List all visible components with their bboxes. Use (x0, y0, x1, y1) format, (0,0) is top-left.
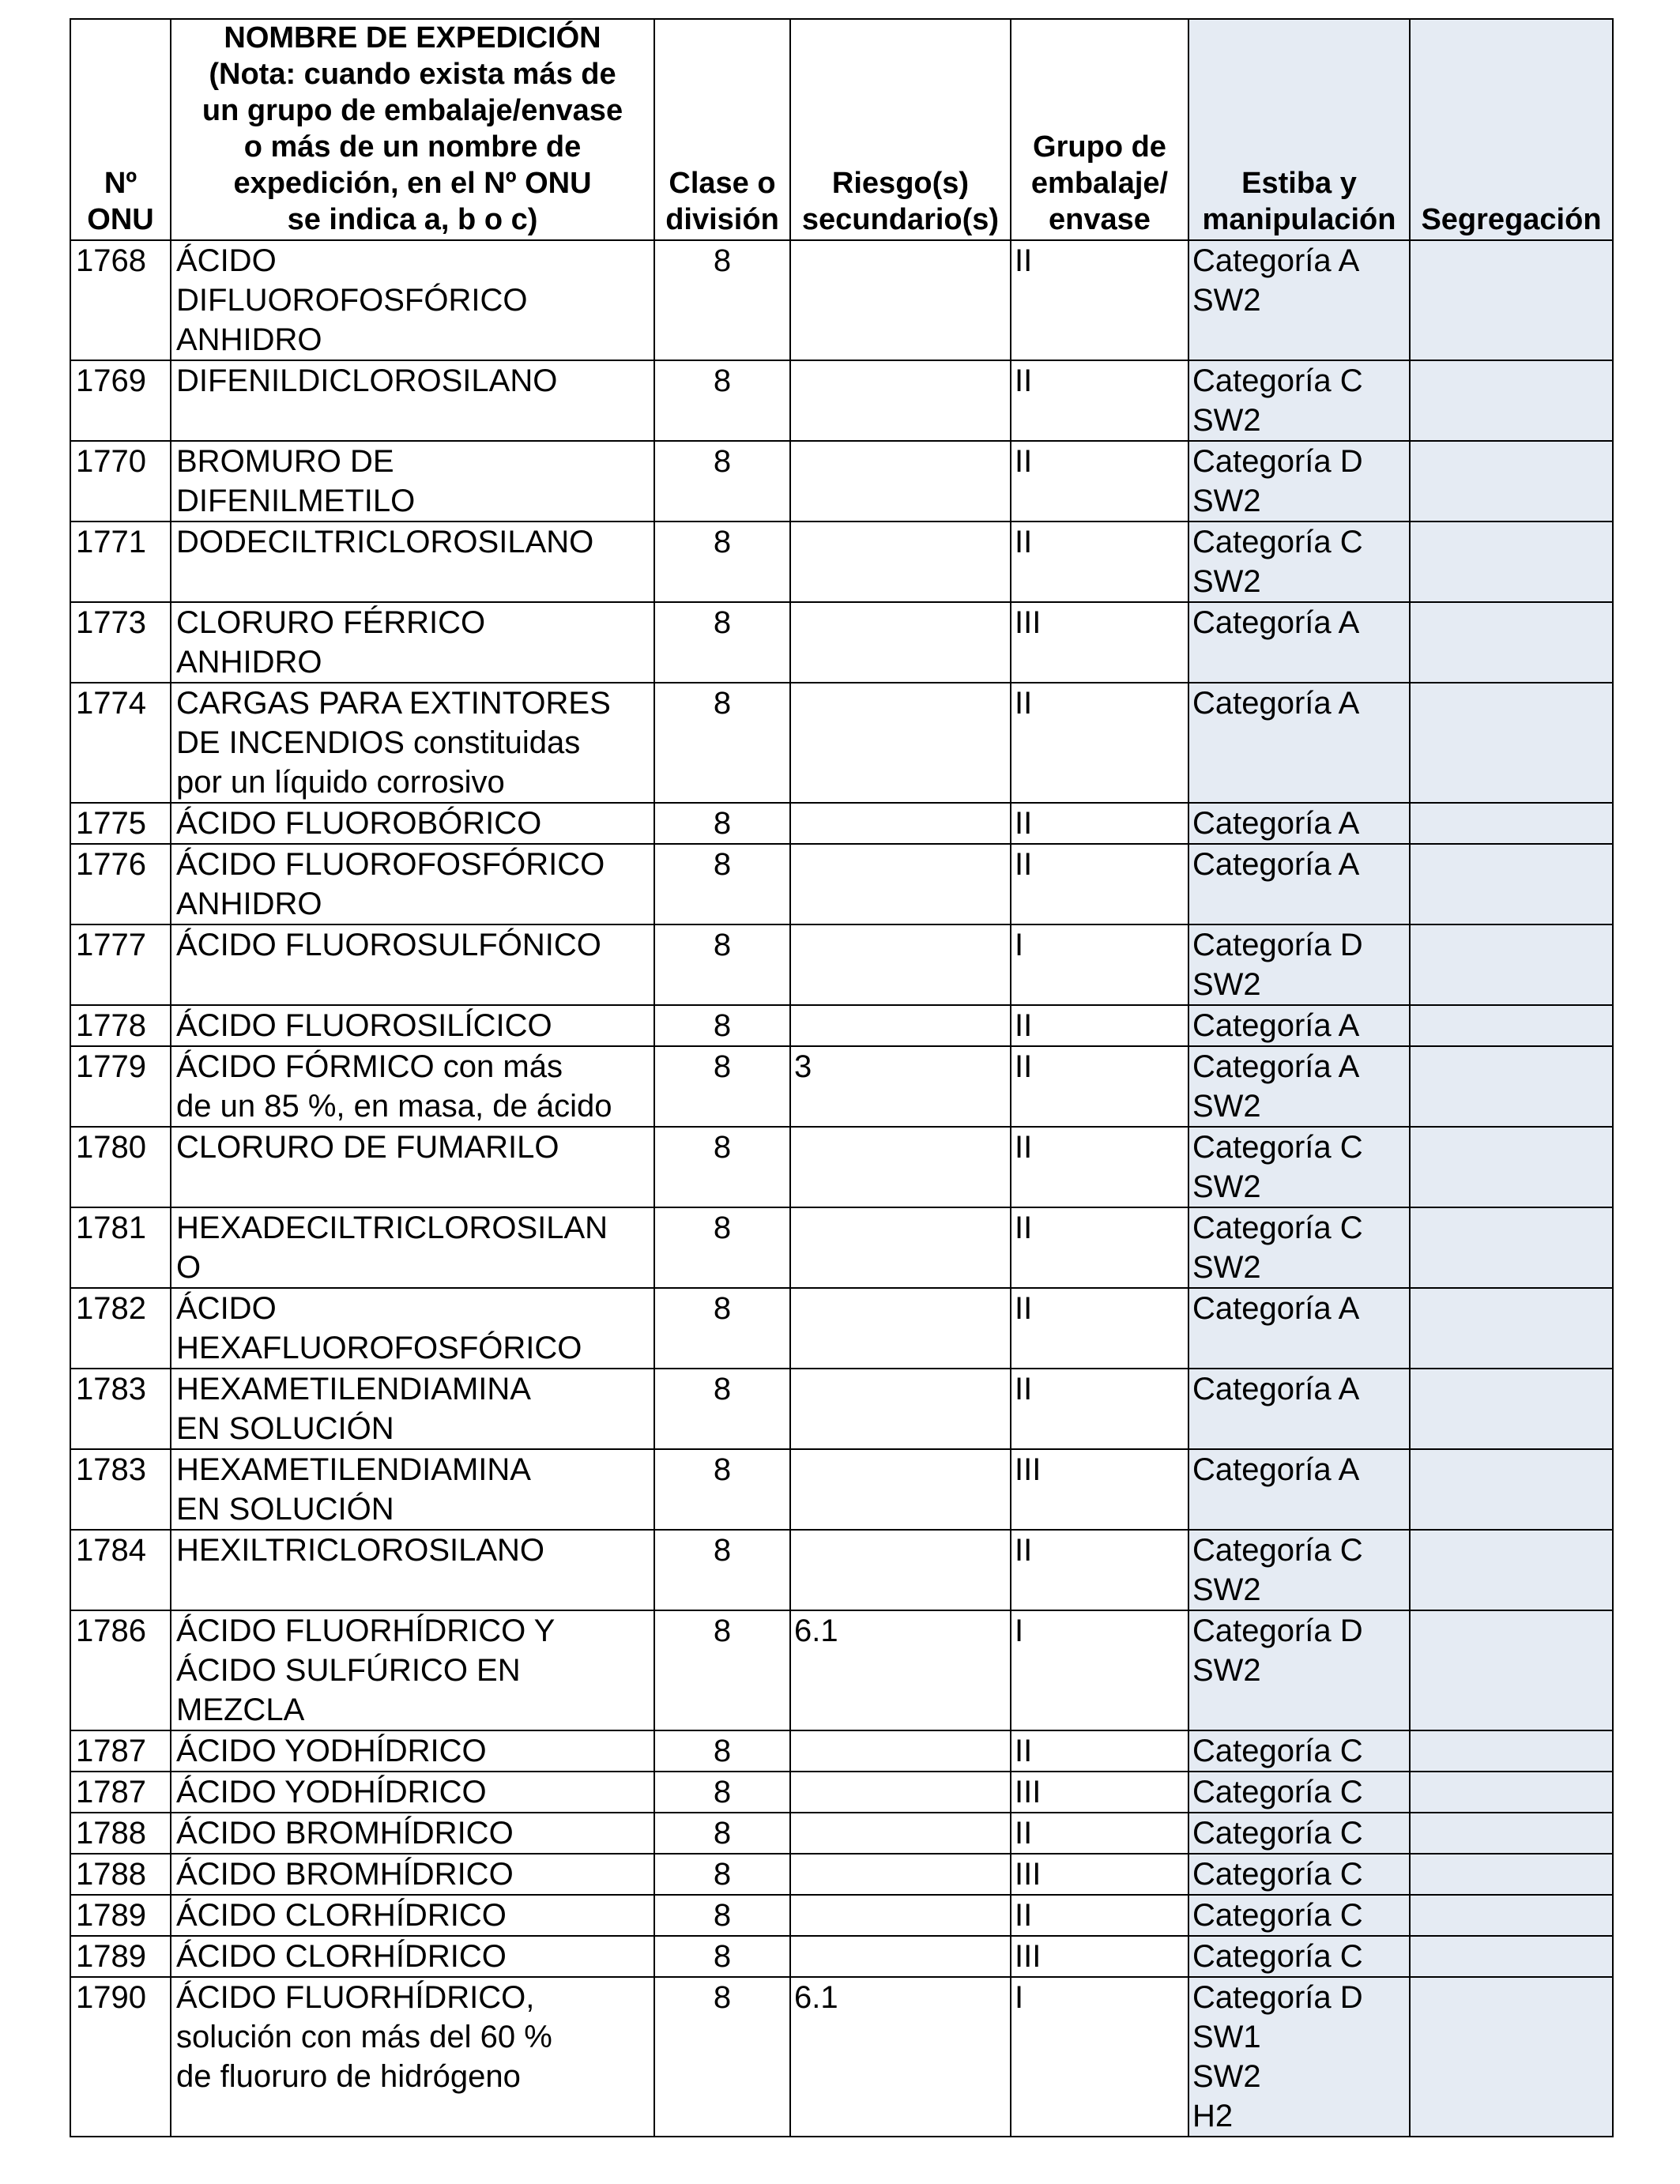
class-division-cell: 8 (654, 1127, 790, 1207)
packing-group-cell: II (1011, 240, 1188, 360)
onu-number-cell: 1773 (70, 602, 171, 683)
segregation-cell (1410, 360, 1613, 441)
class-division-cell: 8 (654, 1730, 790, 1772)
table-row (70, 1005, 1613, 1046)
packing-group-cell: III (1011, 602, 1188, 683)
table-row (70, 1936, 1613, 1977)
shipping-name-cell: ÁCIDO FLUOROSILÍCICO (171, 1005, 654, 1046)
subsidiary-risk-cell (790, 441, 1011, 522)
class-division-cell: 8 (654, 803, 790, 844)
segregation-cell (1410, 1772, 1613, 1813)
shipping-name-cell: ÁCIDO FLUORHÍDRICO, solución con más del 60 % de fluoruro de hidrógeno (171, 1977, 654, 2137)
subsidiary-risk-cell (790, 1127, 1011, 1207)
onu-number-cell: 1778 (70, 1005, 171, 1046)
stowage-handling-cell: Categoría D SW1 SW2 H2 (1188, 1977, 1410, 2137)
shipping-name-cell: HEXAMETILENDIAMINA EN SOLUCIÓN (171, 1449, 654, 1530)
onu-number-cell: 1790 (70, 1977, 171, 2137)
onu-number-cell: 1787 (70, 1772, 171, 1813)
shipping-name-cell: ÁCIDO BROMHÍDRICO (171, 1854, 654, 1895)
packing-group-cell: II (1011, 441, 1188, 522)
segregation-cell (1410, 924, 1613, 1005)
onu-number-cell: 1777 (70, 924, 171, 1005)
stowage-handling-cell: Categoría C SW2 (1188, 1127, 1410, 1207)
packing-group-cell: II (1011, 1813, 1188, 1854)
segregation-cell (1410, 1530, 1613, 1610)
onu-number-cell: 1779 (70, 1046, 171, 1127)
onu-number-cell: 1786 (70, 1610, 171, 1730)
stowage-handling-cell: Categoría C (1188, 1854, 1410, 1895)
table-row (70, 1813, 1613, 1854)
segregation-cell (1410, 1977, 1613, 2137)
onu-number-cell: 1782 (70, 1288, 171, 1369)
stowage-handling-cell: Categoría C (1188, 1895, 1410, 1936)
subsidiary-risk-cell (790, 360, 1011, 441)
segregation-cell (1410, 1005, 1613, 1046)
table-row (70, 1610, 1613, 1730)
shipping-name-cell: DODECILTRICLOROSILANO (171, 522, 654, 602)
header-packing-group: Grupo de embalaje/ envase (1011, 19, 1188, 240)
shipping-name-cell: DIFENILDICLOROSILANO (171, 360, 654, 441)
stowage-handling-cell: Categoría C SW2 (1188, 360, 1410, 441)
class-division-cell: 8 (654, 1610, 790, 1730)
shipping-name-cell: HEXADECILTRICLOROSILAN O (171, 1207, 654, 1288)
stowage-handling-cell: Categoría D SW2 (1188, 1610, 1410, 1730)
subsidiary-risk-cell (790, 602, 1011, 683)
table-header-row (70, 19, 1613, 240)
table-row (70, 1288, 1613, 1369)
subsidiary-risk-cell (790, 1005, 1011, 1046)
table-row (70, 1730, 1613, 1772)
packing-group-cell: II (1011, 1369, 1188, 1449)
subsidiary-risk-cell (790, 1854, 1011, 1895)
shipping-name-cell: CLORURO FÉRRICO ANHIDRO (171, 602, 654, 683)
class-division-cell: 8 (654, 1369, 790, 1449)
segregation-cell (1410, 1610, 1613, 1730)
shipping-name-cell: ÁCIDO FÓRMICO con más de un 85 %, en masa, de ácido (171, 1046, 654, 1127)
shipping-name-cell: ÁCIDO FLUOROSULFÓNICO (171, 924, 654, 1005)
packing-group-cell: II (1011, 803, 1188, 844)
subsidiary-risk-cell: 6.1 (790, 1977, 1011, 2137)
packing-group-cell: II (1011, 360, 1188, 441)
stowage-handling-cell: Categoría C SW2 (1188, 1530, 1410, 1610)
subsidiary-risk-cell (790, 522, 1011, 602)
packing-group-cell: I (1011, 924, 1188, 1005)
segregation-cell (1410, 1127, 1613, 1207)
table-row (70, 924, 1613, 1005)
table-row (70, 1895, 1613, 1936)
table-row (70, 602, 1613, 683)
shipping-name-cell: CARGAS PARA EXTINTORES DE INCENDIOS constituidas por un líquido corrosivo (171, 683, 654, 803)
stowage-handling-cell: Categoría C (1188, 1813, 1410, 1854)
segregation-cell (1410, 522, 1613, 602)
class-division-cell: 8 (654, 1046, 790, 1127)
header-class-division: Clase o división (654, 19, 790, 240)
table-row (70, 1207, 1613, 1288)
stowage-handling-cell: Categoría D SW2 (1188, 441, 1410, 522)
segregation-cell (1410, 683, 1613, 803)
subsidiary-risk-cell (790, 1369, 1011, 1449)
onu-number-cell: 1768 (70, 240, 171, 360)
packing-group-cell: III (1011, 1854, 1188, 1895)
segregation-cell (1410, 441, 1613, 522)
packing-group-cell: II (1011, 1288, 1188, 1369)
segregation-cell (1410, 1813, 1613, 1854)
stowage-handling-cell: Categoría A SW2 (1188, 1046, 1410, 1127)
packing-group-cell: II (1011, 1730, 1188, 1772)
shipping-name-cell: ÁCIDO CLORHÍDRICO (171, 1936, 654, 1977)
table-row (70, 240, 1613, 360)
table-row (70, 1977, 1613, 2137)
class-division-cell: 8 (654, 1977, 790, 2137)
segregation-cell (1410, 1288, 1613, 1369)
onu-number-cell: 1781 (70, 1207, 171, 1288)
segregation-cell (1410, 1449, 1613, 1530)
onu-number-cell: 1780 (70, 1127, 171, 1207)
class-division-cell: 8 (654, 1936, 790, 1977)
table-row (70, 1530, 1613, 1610)
stowage-handling-cell: Categoría D SW2 (1188, 924, 1410, 1005)
class-division-cell: 8 (654, 1772, 790, 1813)
packing-group-cell: II (1011, 522, 1188, 602)
table-row (70, 1772, 1613, 1813)
table-row (70, 1854, 1613, 1895)
stowage-handling-cell: Categoría A (1188, 1369, 1410, 1449)
segregation-cell (1410, 240, 1613, 360)
shipping-name-cell: ÁCIDO HEXAFLUOROFOSFÓRICO (171, 1288, 654, 1369)
class-division-cell: 8 (654, 1288, 790, 1369)
packing-group-cell: II (1011, 1207, 1188, 1288)
packing-group-cell: II (1011, 1895, 1188, 1936)
onu-number-cell: 1783 (70, 1449, 171, 1530)
subsidiary-risk-cell (790, 1772, 1011, 1813)
class-division-cell: 8 (654, 683, 790, 803)
header-segregation: Segregación (1410, 19, 1613, 240)
packing-group-cell: II (1011, 1046, 1188, 1127)
table-row (70, 1369, 1613, 1449)
subsidiary-risk-cell: 3 (790, 1046, 1011, 1127)
packing-group-cell: III (1011, 1772, 1188, 1813)
segregation-cell (1410, 1854, 1613, 1895)
header-subsidiary-risk: Riesgo(s) secundario(s) (790, 19, 1011, 240)
onu-number-cell: 1769 (70, 360, 171, 441)
subsidiary-risk-cell (790, 844, 1011, 924)
table-row (70, 1449, 1613, 1530)
class-division-cell: 8 (654, 844, 790, 924)
class-division-cell: 8 (654, 1207, 790, 1288)
stowage-handling-cell: Categoría A (1188, 1449, 1410, 1530)
class-division-cell: 8 (654, 1813, 790, 1854)
shipping-name-cell: BROMURO DE DIFENILMETILO (171, 441, 654, 522)
onu-number-cell: 1770 (70, 441, 171, 522)
shipping-name-cell: ÁCIDO CLORHÍDRICO (171, 1895, 654, 1936)
class-division-cell: 8 (654, 441, 790, 522)
subsidiary-risk-cell (790, 1895, 1011, 1936)
table-row (70, 1127, 1613, 1207)
subsidiary-risk-cell (790, 1936, 1011, 1977)
stowage-handling-cell: Categoría A (1188, 844, 1410, 924)
onu-number-cell: 1775 (70, 803, 171, 844)
segregation-cell (1410, 1936, 1613, 1977)
class-division-cell: 8 (654, 1530, 790, 1610)
onu-number-cell: 1784 (70, 1530, 171, 1610)
subsidiary-risk-cell (790, 1207, 1011, 1288)
class-division-cell: 8 (654, 1854, 790, 1895)
stowage-handling-cell: Categoría A (1188, 803, 1410, 844)
subsidiary-risk-cell (790, 924, 1011, 1005)
shipping-name-cell: ÁCIDO FLUOROBÓRICO (171, 803, 654, 844)
table-row (70, 360, 1613, 441)
segregation-cell (1410, 602, 1613, 683)
onu-number-cell: 1783 (70, 1369, 171, 1449)
shipping-name-cell: ÁCIDO FLUOROFOSFÓRICO ANHIDRO (171, 844, 654, 924)
subsidiary-risk-cell (790, 1449, 1011, 1530)
shipping-name-cell: HEXILTRICLOROSILANO (171, 1530, 654, 1610)
subsidiary-risk-cell: 6.1 (790, 1610, 1011, 1730)
subsidiary-risk-cell (790, 240, 1011, 360)
segregation-cell (1410, 844, 1613, 924)
segregation-cell (1410, 1046, 1613, 1127)
packing-group-cell: II (1011, 1127, 1188, 1207)
class-division-cell: 8 (654, 360, 790, 441)
onu-number-cell: 1774 (70, 683, 171, 803)
segregation-cell (1410, 1369, 1613, 1449)
subsidiary-risk-cell (790, 1530, 1011, 1610)
packing-group-cell: I (1011, 1977, 1188, 2137)
segregation-cell (1410, 803, 1613, 844)
shipping-name-cell: ÁCIDO BROMHÍDRICO (171, 1813, 654, 1854)
table-row (70, 803, 1613, 844)
segregation-cell (1410, 1730, 1613, 1772)
onu-number-cell: 1776 (70, 844, 171, 924)
header-stowage-handling: Estiba y manipulación (1188, 19, 1410, 240)
onu-number-cell: 1788 (70, 1854, 171, 1895)
subsidiary-risk-cell (790, 683, 1011, 803)
onu-number-cell: 1771 (70, 522, 171, 602)
class-division-cell: 8 (654, 602, 790, 683)
stowage-handling-cell: Categoría C SW2 (1188, 1207, 1410, 1288)
subsidiary-risk-cell (790, 1288, 1011, 1369)
shipping-name-cell: ÁCIDO YODHÍDRICO (171, 1772, 654, 1813)
class-division-cell: 8 (654, 240, 790, 360)
subsidiary-risk-cell (790, 1813, 1011, 1854)
stowage-handling-cell: Categoría C (1188, 1730, 1410, 1772)
header-onu-number: Nº ONU (70, 19, 171, 240)
class-division-cell: 8 (654, 1449, 790, 1530)
table-body (70, 240, 1613, 2137)
shipping-name-cell: ÁCIDO YODHÍDRICO (171, 1730, 654, 1772)
packing-group-cell: I (1011, 1610, 1188, 1730)
class-division-cell: 8 (654, 924, 790, 1005)
onu-number-cell: 1789 (70, 1895, 171, 1936)
dangerous-goods-table (70, 18, 1614, 2137)
stowage-handling-cell: Categoría A (1188, 683, 1410, 803)
class-division-cell: 8 (654, 522, 790, 602)
table-row (70, 1046, 1613, 1127)
segregation-cell (1410, 1207, 1613, 1288)
packing-group-cell: II (1011, 1530, 1188, 1610)
packing-group-cell: III (1011, 1936, 1188, 1977)
subsidiary-risk-cell (790, 1730, 1011, 1772)
onu-number-cell: 1787 (70, 1730, 171, 1772)
shipping-name-cell: HEXAMETILENDIAMINA EN SOLUCIÓN (171, 1369, 654, 1449)
stowage-handling-cell: Categoría C (1188, 1936, 1410, 1977)
table-row (70, 683, 1613, 803)
stowage-handling-cell: Categoría A SW2 (1188, 240, 1410, 360)
table-row (70, 522, 1613, 602)
stowage-handling-cell: Categoría A (1188, 1005, 1410, 1046)
packing-group-cell: II (1011, 683, 1188, 803)
stowage-handling-cell: Categoría C (1188, 1772, 1410, 1813)
stowage-handling-cell: Categoría A (1188, 1288, 1410, 1369)
class-division-cell: 8 (654, 1005, 790, 1046)
subsidiary-risk-cell (790, 803, 1011, 844)
stowage-handling-cell: Categoría A (1188, 602, 1410, 683)
shipping-name-cell: CLORURO DE FUMARILO (171, 1127, 654, 1207)
class-division-cell: 8 (654, 1895, 790, 1936)
shipping-name-cell: ÁCIDO DIFLUOROFOSFÓRICO ANHIDRO (171, 240, 654, 360)
onu-number-cell: 1789 (70, 1936, 171, 1977)
packing-group-cell: III (1011, 1449, 1188, 1530)
packing-group-cell: II (1011, 1005, 1188, 1046)
table-row (70, 441, 1613, 522)
segregation-cell (1410, 1895, 1613, 1936)
table-row (70, 844, 1613, 924)
packing-group-cell: II (1011, 844, 1188, 924)
header-shipping-name: NOMBRE DE EXPEDICIÓN (Nota: cuando exista más de un grupo de embalaje/envase o más de un nombre de expedición, en el Nº ONU se indica a, b o c) (171, 19, 654, 240)
stowage-handling-cell: Categoría C SW2 (1188, 522, 1410, 602)
shipping-name-cell: ÁCIDO FLUORHÍDRICO Y ÁCIDO SULFÚRICO EN MEZCLA (171, 1610, 654, 1730)
onu-number-cell: 1788 (70, 1813, 171, 1854)
